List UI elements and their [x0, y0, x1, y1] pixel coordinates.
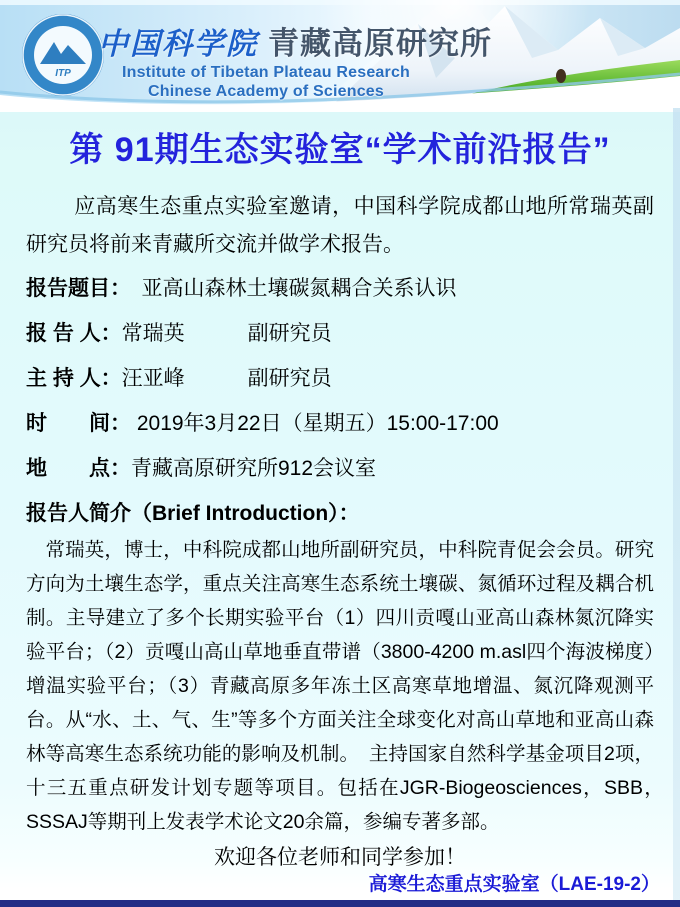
detail-value: 常瑞英 副研究员 — [121, 322, 332, 345]
org-name-calligraphy: 中国科学院 — [98, 28, 258, 61]
org-name-cn: 青藏高原研究所 — [268, 26, 492, 61]
detail-value: 亚高山森林土壤碳氮耦合关系认识 — [120, 277, 457, 300]
detail-label: 地 点： — [26, 457, 131, 480]
detail-row-time — [26, 409, 654, 439]
detail-value: 2019年3月22日（星期五）15:00-17:00 — [131, 412, 499, 435]
detail-row-topic — [26, 274, 654, 304]
detail-row-location — [26, 454, 654, 484]
detail-value: 青藏高原研究所912会议室 — [131, 457, 377, 480]
detail-label: 主 持 人： — [26, 367, 122, 390]
bio-paragraph: 常瑞英，博士，中科院成都山地所副研究员，中科院青促会会员。研究方向为土壤生态学，重点关注高寒生态系统土壤碳、氮循环过程及耦合机制。主导建立了多个长期实验平台（1）四川贡嘎山亚高山森林氮沉降实验平台；（2）贡嘎山高山草地垂直带谱（3800-4200 m.asl四个海波梯度）增温实验平台；（3）青藏高原多年冻土区高寒草地增温、氮沉降观测平台。从“水、土、气、生”等多个方面关注全球变化对高山草地和亚高山森林等高寒生态系统功能的影响及机制。 主持国家自然科学基金项目2项，十三五重点研发计划专题等项目。包括在JGR-Biogeosciences，SBB， SSSAJ等期刊上发表学术论文20余篇，参编专著多部。 — [26, 539, 674, 833]
detail-row-speaker — [26, 319, 654, 349]
detail-value: 汪亚峰 副研究员 — [121, 367, 332, 390]
poster-body — [0, 128, 680, 839]
detail-label: 报告题目： — [26, 277, 121, 300]
bottom-navy-bar — [0, 900, 680, 907]
detail-label: 时 间： — [26, 412, 131, 435]
detail-label: 报 告 人： — [26, 322, 122, 345]
itp-logo — [20, 12, 106, 98]
org-title-block — [98, 18, 492, 101]
bio-heading: 报告人简介（Brief Introduction）： — [26, 502, 360, 525]
org-name-en-line1: Institute of Tibetan Plateau Research — [121, 64, 411, 81]
header-banner — [0, 0, 680, 112]
itp-logo-emblem — [20, 12, 106, 98]
detail-rows — [26, 274, 654, 529]
intro-paragraph: 应高寒生态重点实验室邀请，中国科学院成都山地所常瑞英副研究员将前来青藏所交流并做学术报告。 — [26, 195, 654, 256]
welcome-line: 欢迎各位老师和同学参加！ — [214, 846, 466, 869]
logo-itp-text: ITP — [55, 68, 71, 79]
poster-title: 第 91期生态实验室“学术前沿报告” — [69, 131, 611, 169]
org-name-en-line2: Chinese Academy of Sciences — [147, 83, 385, 100]
detail-row-host — [26, 364, 654, 394]
footer-signature: 高寒生态重点实验室（LAE-19-2） — [368, 874, 660, 895]
